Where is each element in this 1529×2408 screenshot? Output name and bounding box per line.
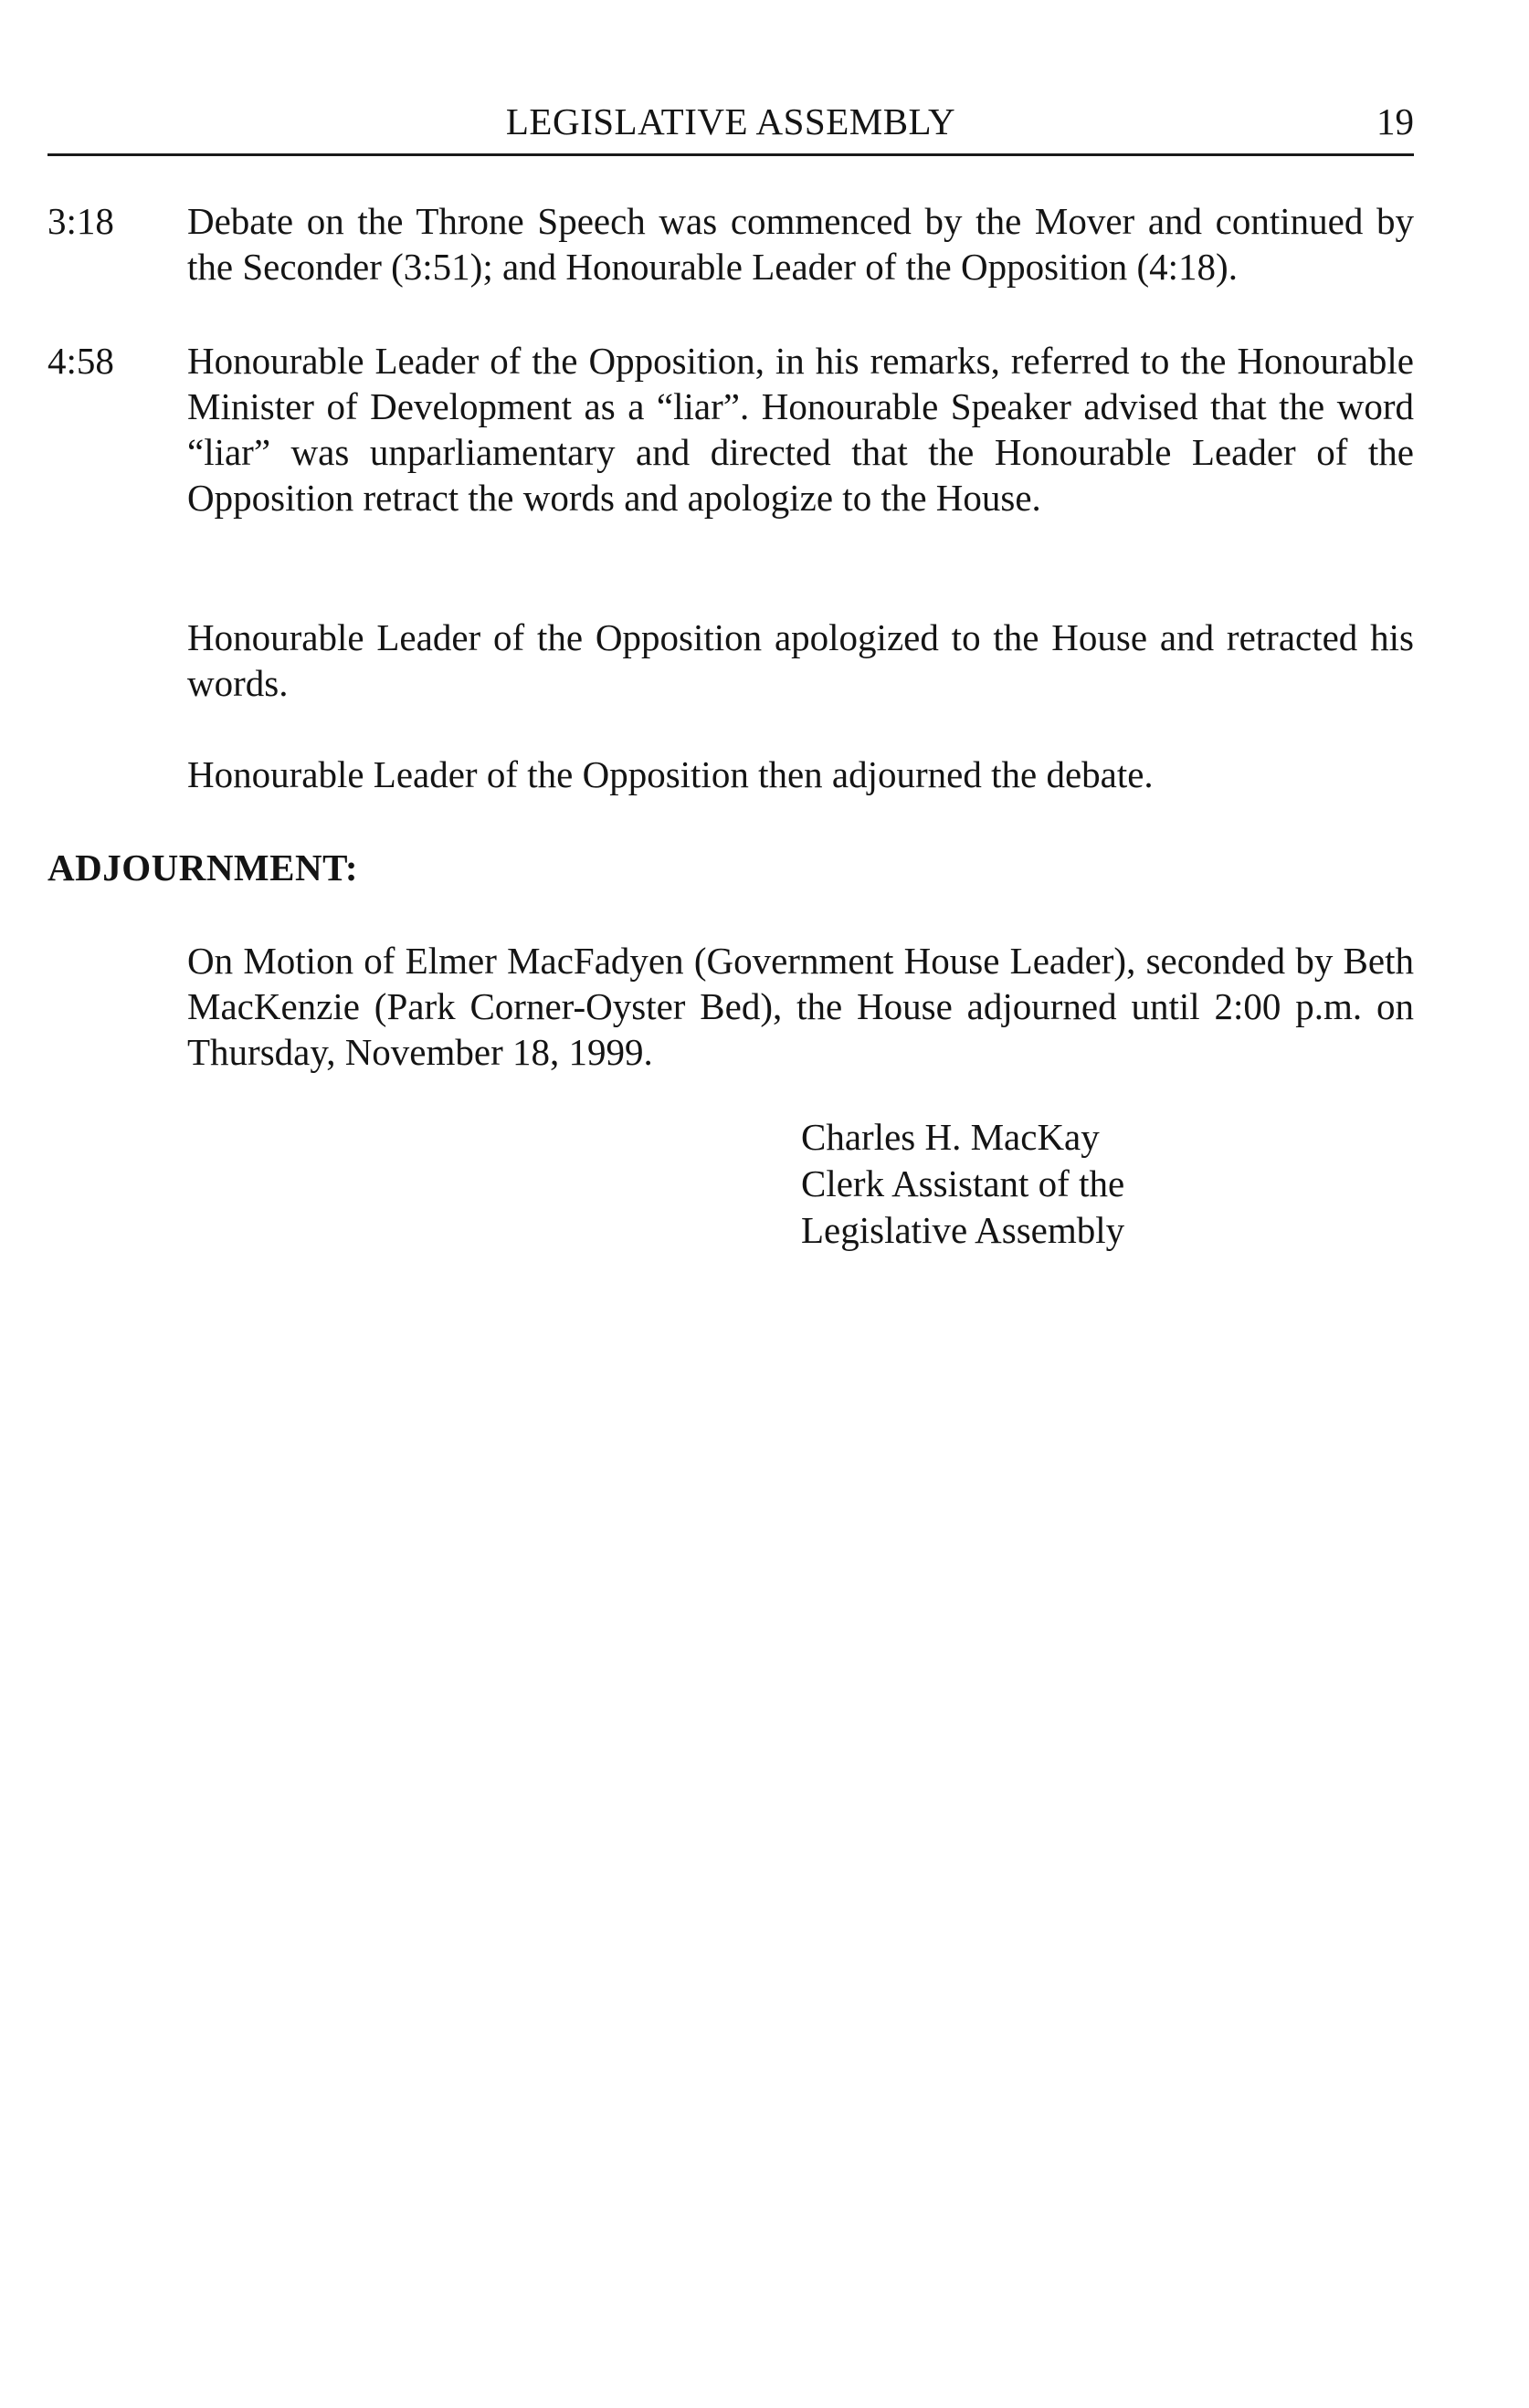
adjournment-heading: ADJOURNMENT: <box>47 846 359 889</box>
entry-time: 4:58 <box>47 340 114 382</box>
page-header <box>47 99 1414 156</box>
header-title: LEGISLATIVE ASSEMBLY <box>505 100 956 142</box>
page-number: 19 <box>1376 100 1414 142</box>
entry-time: 3:18 <box>47 200 114 242</box>
signature-name: Charles H. MacKay <box>801 1116 1100 1158</box>
entry-paragraph: Honourable Leader of the Opposition then adjourned the debate. <box>187 753 1154 795</box>
signature-title-line: Legislative Assembly <box>801 1209 1125 1251</box>
entry-paragraph: Honourable Leader of the Opposition apologized to the House and retracted his words. <box>187 616 1414 704</box>
entry-paragraph: Debate on the Throne Speech was commenced by the Mover and continued by the Seconder (3:51); and Honourable Leader of the Opposition (4:18). <box>187 200 1414 288</box>
adjournment-paragraph: On Motion of Elmer MacFadyen (Government House Leader), seconded by Beth MacKenzie (Park Corner-Oyster Bed), the House adjourned until 2:00 p.m. on Thursday, November 18, 1999. <box>187 940 1414 1073</box>
entry-paragraph: Honourable Leader of the Opposition, in his remarks, referred to the Honourable Minister of Development as a “liar”. Honourable Speaker advised that the word “liar” was unparliamentary and directed that the Honourable Leader of the Opposition retract the words and apologize to the House. <box>187 340 1414 519</box>
signature-title-line: Clerk Assistant of the <box>801 1162 1125 1204</box>
signature-block <box>801 1114 1124 1254</box>
